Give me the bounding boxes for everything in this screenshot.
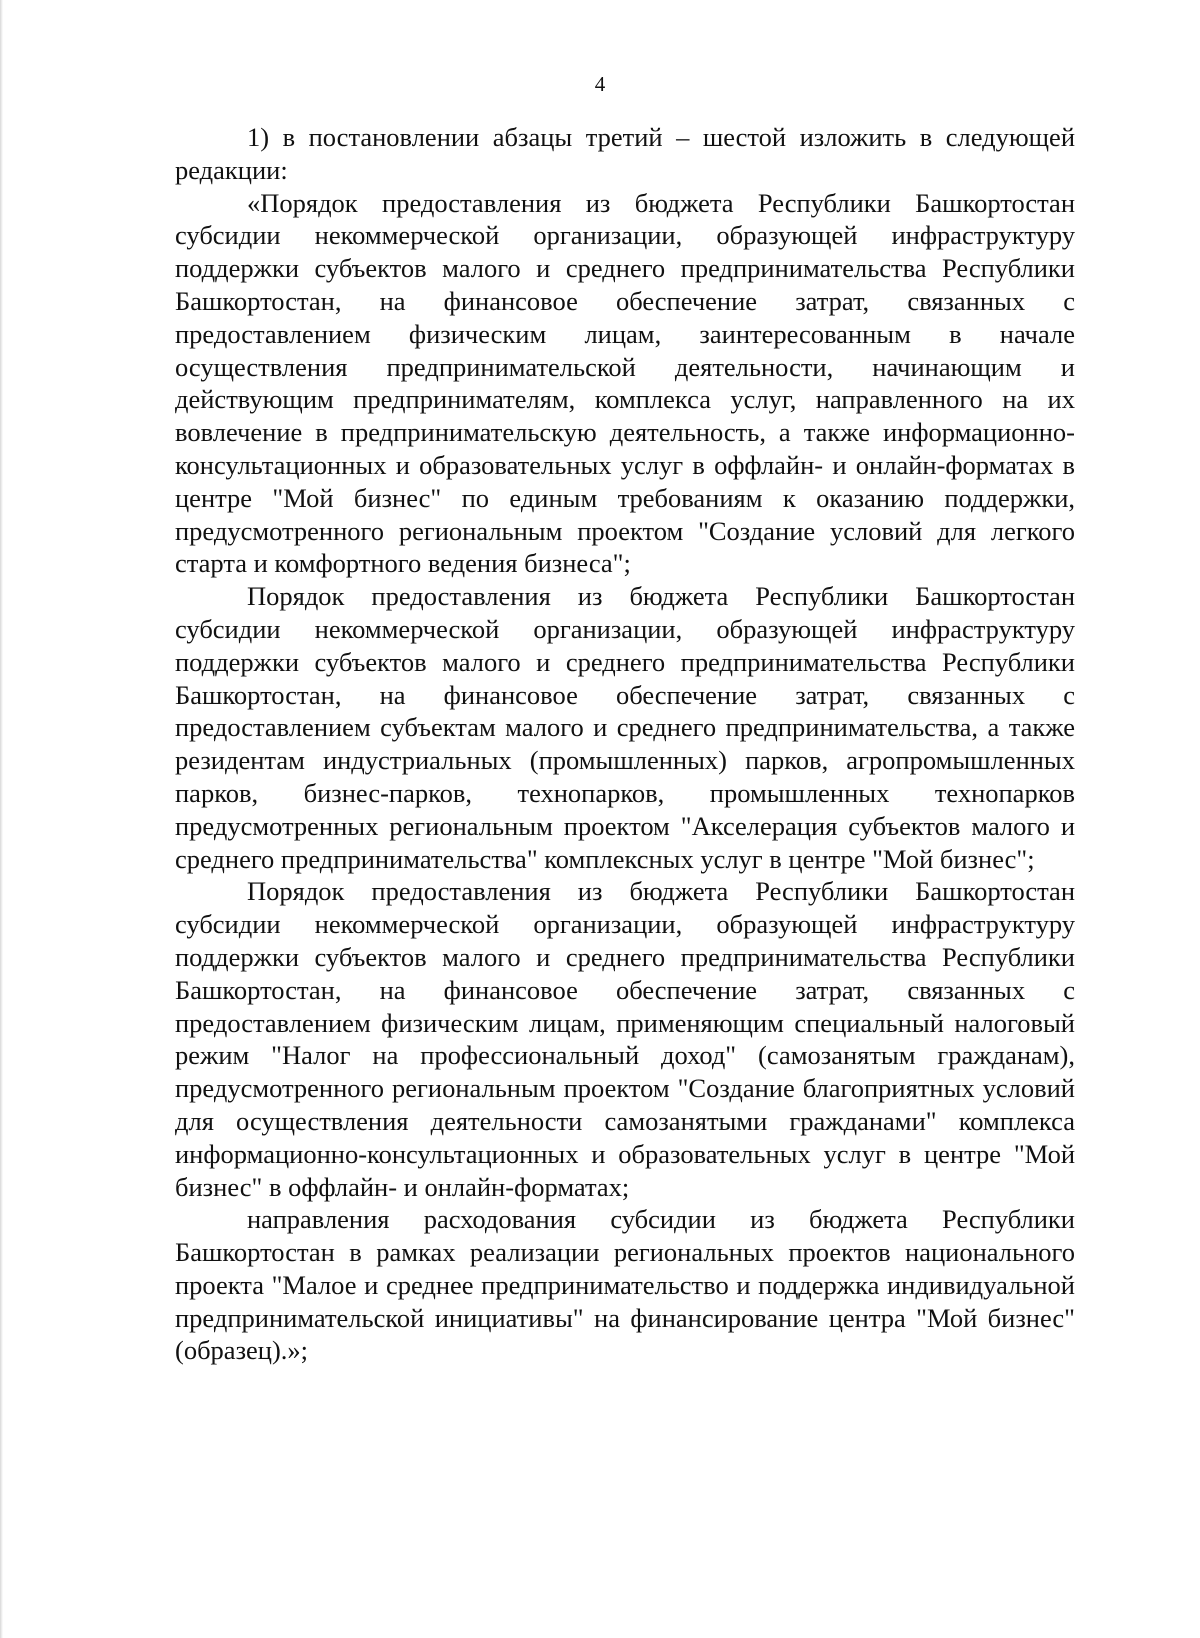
paragraph-amendment-intro: 1) в постановлении абзацы третий – шестой изложить в следующей редакции:	[175, 122, 1075, 185]
document-body	[175, 121, 1075, 1367]
paragraph-spending-directions: направления расходования субсидии из бюджета Республики Башкортостан в рамках реализации региональных проектов национального проекта "Малое и среднее предпринимательство и поддержка индивидуальной предпринимательской инициативы" на финансирование центра "Мой бизнес" (образец).»;	[175, 1204, 1075, 1366]
paragraph-procedure-acceleration: Порядок предоставления из бюджета Республики Башкортостан субсидии некоммерческой организации, образующей инфраструктуру поддержки субъектов малого и среднего предпринимательства Республики Башкортостан, на финансовое обеспечение затрат, связанных с предоставлением субъектам малого и среднего предпринимательства, а также резидентам индустриальных (промышленных) парков, агропромышленных парков, бизнес-парков, технопарков, промышленных технопарков предусмотренных региональным проектом "Акселерация субъектов малого и среднего предпринимательства" комплексных услуг в центре "Мой бизнес";	[175, 581, 1075, 874]
scan-edge-shadow	[0, 0, 3, 1638]
page-number: 4	[594, 72, 606, 96]
paragraph-procedure-self-start: «Порядок предоставления из бюджета Республики Башкортостан субсидии некоммерческой организации, образующей инфраструктуру поддержки субъектов малого и среднего предпринимательства Республики Башкортостан, на финансовое обеспечение затрат, связанных с предоставлением физическим лицам, заинтересованным в начале осуществления предпринимательской деятельности, начинающим и действующим предпринимателям, комплекса услуг, направленного на их вовлечение в предпринимательскую деятельность, а также информационно-консультационных и образовательных услуг в оффлайн- и онлайн-форматах в центре "Мой бизнес" по единым требованиям к оказанию поддержки, предусмотренного региональным проектом "Создание условий для легкого старта и комфортного ведения бизнеса";	[175, 187, 1075, 579]
paragraph-procedure-self-employed: Порядок предоставления из бюджета Республики Башкортостан субсидии некоммерческой организации, образующей инфраструктуру поддержки субъектов малого и среднего предпринимательства Республики Башкортостан, на финансовое обеспечение затрат, связанных с предоставлением физическим лицам, применяющим специальный налоговый режим "Налог на профессиональный доход" (самозанятым гражданам), предусмотренного региональным проектом "Создание благоприятных условий для осуществления деятельности самозанятыми гражданами" комплекса информационно-консультационных и образовательных услуг в центре "Мой бизнес" в оффлайн- и онлайн-форматах;	[175, 876, 1075, 1202]
